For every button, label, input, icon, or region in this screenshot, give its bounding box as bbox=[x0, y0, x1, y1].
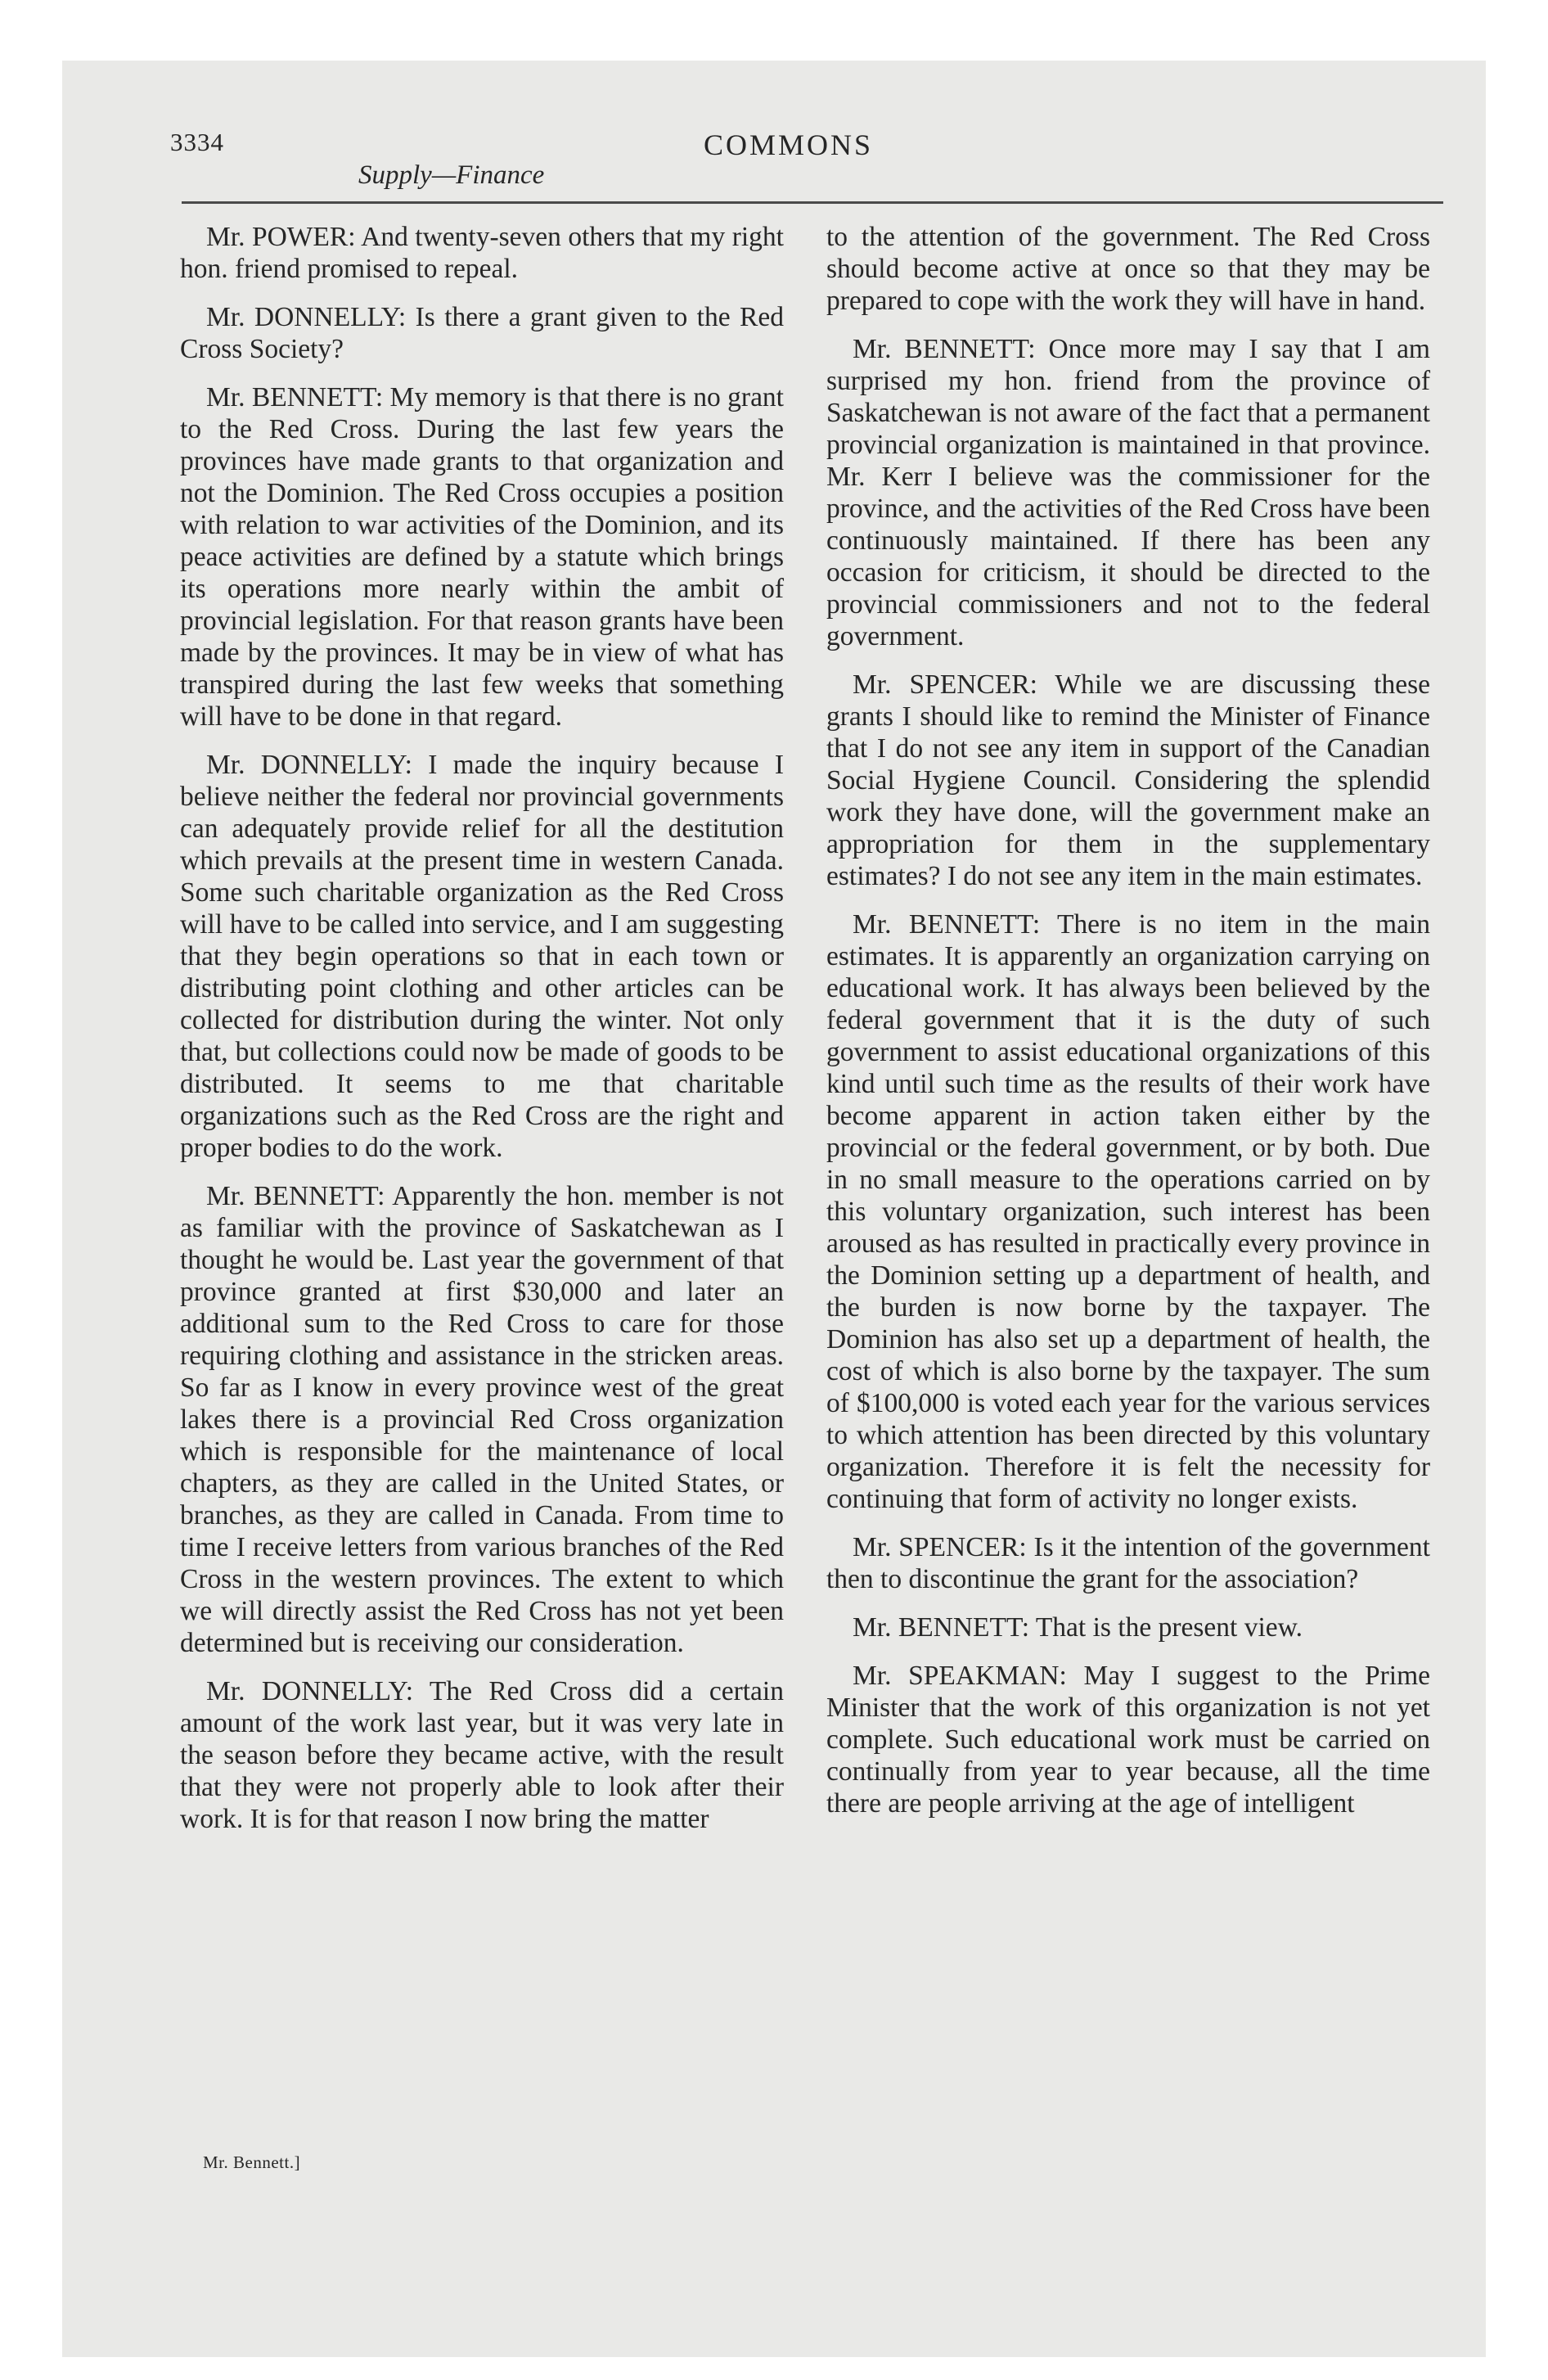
paragraph: Mr. BENNETT: That is the present view. bbox=[853, 1612, 1303, 1643]
paragraph: Mr. BENNETT: My memory is that there is no grant to the Red Cross. During the last few years the provinces have made grants to that organization and not the Dominion. The Red Cross occupies a position with relation to war activities of the Dominion, and its peace activities are defined by a statute which brings its operations more nearly within the ambit of provincial legislation. For that reason grants have been made by the provinces. It may be in view of what has transpired during the last few weeks that something will have to be done in that regard. bbox=[180, 382, 784, 732]
left-column bbox=[180, 221, 784, 1851]
paragraph: Mr. BENNETT: Apparently the hon. member is not as familiar with the province of Saskatchewan as I thought he would be. Last year the government of that province granted at first $30,000 and later an additional sum to the Red Cross to care for those requiring clothing and assistance in the stricken areas. So far as I know in every province west of the great lakes there is a provincial Red Cross organization which is responsible for the maintenance of local chapters, as they are called in the United States, or branches, as they are called in Canada. From time to time I receive letters from various branches of the Red Cross in the western provinces. The extent to which we will directly assist the Red Cross has not yet been determined but is receiving our consideration. bbox=[180, 1181, 784, 1658]
running-subtitle: Supply—Finance bbox=[358, 160, 545, 190]
footer-speaker-note: Mr. Bennett.] bbox=[203, 2152, 301, 2172]
header-rule bbox=[182, 201, 1443, 204]
paragraph-continuation: to the attention of the government. The Red Cross should become active at once so that they may be prepared to cope with the work they will have in hand. bbox=[826, 222, 1430, 316]
paragraph: Mr. POWER: And twenty-seven others that my right hon. friend promised to repeal. bbox=[180, 222, 784, 284]
page-number: 3334 bbox=[170, 128, 224, 156]
paragraph: Mr. SPEAKMAN: May I suggest to the Prime Minister that the work of this organization is not yet complete. Such educational work must be carried on continually from year to year because, all the time there are people arriving at the age of intelligent bbox=[826, 1661, 1430, 1819]
paragraph: Mr. SPENCER: Is it the intention of the government then to discontinue the grant for the association? bbox=[826, 1532, 1430, 1594]
paragraph: Mr. BENNETT: Once more may I say that I am surprised my hon. friend from the province of Saskatchewan is not aware of the fact that a permanent provincial organization is maintained in that province. Mr. Kerr I believe was the commissioner for the province, and the activities of the Red Cross have been continuously maintained. If there has been any occasion for criticism, it should be directed to the provincial commissioners and not to the federal government. bbox=[826, 334, 1430, 651]
right-column bbox=[826, 221, 1430, 1836]
paragraph: Mr. DONNELLY: The Red Cross did a certain amount of the work last year, but it was very late in the season before they became active, with the result that they were not properly able to look after their work. It is for that reason I now bring the matter bbox=[180, 1676, 784, 1834]
paragraph: Mr. DONNELLY: Is there a grant given to the Red Cross Society? bbox=[180, 302, 784, 364]
paragraph: Mr. DONNELLY: I made the inquiry because I believe neither the federal nor provincial governments can adequately provide relief for all the destitution which prevails at the present time in western Canada. Some such charitable organization as the Red Cross will have to be called into service, and I am suggesting that they begin operations so that in each town or distributing point clothing and other articles can be collected for distribution during the winter. Not only that, but collections could now be made of goods to be distributed. It seems to me that charitable organizations such as the Red Cross are the right and proper bodies to do the work. bbox=[180, 750, 784, 1163]
page-title: COMMONS bbox=[704, 128, 874, 161]
paragraph: Mr. SPENCER: While we are discussing these grants I should like to remind the Minister of Finance that I do not see any item in support of the Canadian Social Hygiene Council. Considering the splendid work they have done, will the government make an appropriation for them in the supplementary estimates? I do not see any item in the main estimates. bbox=[826, 669, 1430, 891]
paragraph: Mr. BENNETT: There is no item in the main estimates. It is apparently an organization carrying on educational work. It has always been believed by the federal government that it is the duty of such government to assist educational organizations of this kind until such time as the results of their work have become apparent in action taken either by the provincial or the federal government, or by both. Due in no small measure to the operations carried on by this voluntary organization, such interest has been aroused as has resulted in practically every province in the Dominion setting up a department of health, and the burden is now borne by the taxpayer. The Dominion has also set up a department of health, the cost of which is also borne by the taxpayer. The sum of $100,000 is voted each year for the various services to which attention has been directed by this voluntary organization. Therefore it is felt the necessity for continuing that form of activity no longer exists. bbox=[826, 909, 1430, 1514]
